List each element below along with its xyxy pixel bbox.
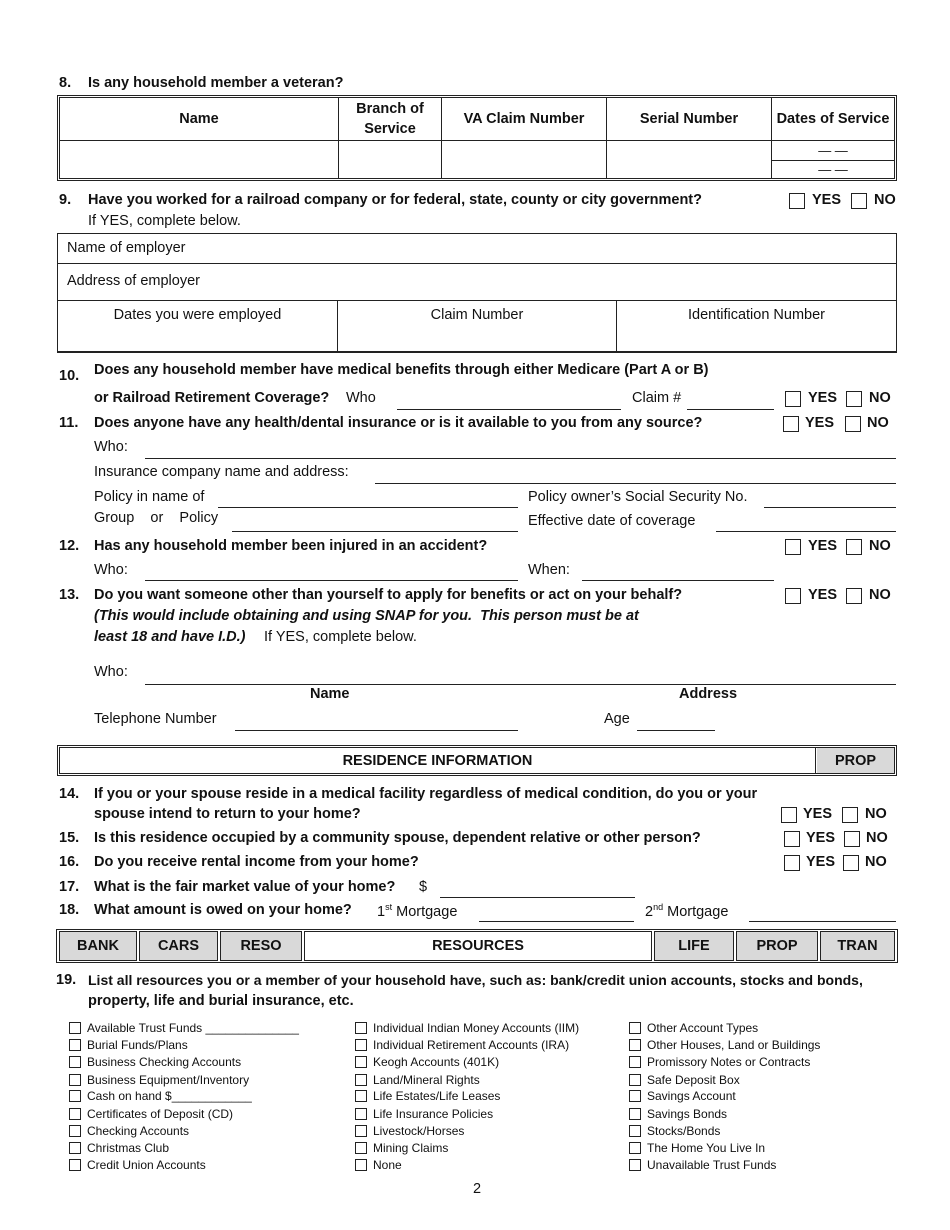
q10-number: 10. <box>59 368 80 384</box>
q16-yes-label: YES <box>806 854 836 870</box>
veteran-dates-row-1[interactable]: — — <box>772 141 894 161</box>
q10-who-field[interactable] <box>397 409 621 410</box>
q15-yes-label: YES <box>806 830 836 846</box>
q12-no-label: NO <box>869 538 891 554</box>
q11-number: 11. <box>59 415 79 431</box>
employer-address-label: Address of employer <box>67 273 200 289</box>
resource-checkbox[interactable] <box>69 1108 81 1120</box>
q11-who-label: Who: <box>94 439 128 455</box>
residence-title: RESIDENCE INFORMATION <box>60 748 816 773</box>
resource-label: Credit Union Accounts <box>87 1158 206 1172</box>
q13-no-label: NO <box>869 587 891 603</box>
q13-phone-field[interactable] <box>235 730 518 731</box>
q15-yes-checkbox[interactable] <box>784 831 800 847</box>
q10-yes-label: YES <box>808 390 838 406</box>
resource-label: The Home You Live In <box>647 1141 766 1155</box>
q15-question: Is this residence occupied by a community spouse, dependent relative or other person? <box>94 830 701 846</box>
veteran-table <box>57 95 897 181</box>
resource-checkbox[interactable] <box>355 1108 367 1120</box>
q11-no-label: NO <box>867 415 889 431</box>
q17-question: What is the fair market value of your home? <box>94 879 396 895</box>
resource-label: Other Account Types <box>647 1021 759 1035</box>
resource-checkbox[interactable] <box>629 1074 641 1086</box>
tab-bank[interactable]: BANK <box>59 931 137 961</box>
q14-yes-checkbox[interactable] <box>781 807 797 823</box>
q13-italic-line1: (This would include obtaining and using SNAP for you. This person must be at <box>94 608 639 624</box>
veteran-claim-cell[interactable] <box>442 141 607 180</box>
q12-question: Has any household member been injured in an accident? <box>94 538 488 554</box>
residence-header <box>57 745 897 776</box>
resource-checkbox[interactable] <box>69 1022 81 1034</box>
q13-subtext: If YES, complete below. <box>264 629 417 645</box>
q10-yes-checkbox[interactable] <box>785 391 801 407</box>
q13-phone-label: Telephone Number <box>94 711 217 727</box>
veteran-header-name: Name <box>60 98 339 141</box>
resource-checkbox[interactable] <box>69 1039 81 1051</box>
resource-label: Safe Deposit Box <box>647 1073 740 1087</box>
veteran-dates-cell[interactable] <box>772 141 895 180</box>
resource-checkbox[interactable] <box>69 1074 81 1086</box>
q18-first-mortgage-label: 1st Mortgage <box>377 902 458 920</box>
q16-yes-checkbox[interactable] <box>784 855 800 871</box>
q11-who-field[interactable] <box>145 458 896 459</box>
q9-yes-checkbox[interactable] <box>789 193 805 209</box>
resource-label: Savings Bonds <box>647 1107 728 1121</box>
veteran-header-claim: VA Claim Number <box>442 98 607 141</box>
q12-yes-label: YES <box>808 538 838 554</box>
resource-label: None <box>373 1158 402 1172</box>
q11-group-label: Group or Policy <box>94 510 219 526</box>
q11-question: Does anyone have any health/dental insurance or is it available to you from any source? <box>94 415 703 431</box>
veteran-dates-row-2[interactable]: — — <box>818 162 848 177</box>
q8-number: 8. <box>59 75 72 91</box>
resource-label: Other Houses, Land or Buildings <box>647 1038 821 1052</box>
veteran-header-dates: Dates of Service <box>772 98 895 141</box>
tab-reso[interactable]: RESO <box>220 931 302 961</box>
tab-cars[interactable]: CARS <box>139 931 218 961</box>
q9-no-label: NO <box>874 192 896 208</box>
q15-no-checkbox[interactable] <box>844 831 860 847</box>
q8-question: Is any household member a veteran? <box>88 75 344 91</box>
q14-question-line1: If you or your spouse reside in a medical facility regardless of medical condition, do you or your <box>94 786 758 802</box>
resource-label: Life Estates/Life Leases <box>373 1089 501 1103</box>
resource-checkbox[interactable] <box>355 1022 367 1034</box>
resource-label: Promissory Notes or Contracts <box>647 1055 811 1069</box>
resource-checkbox[interactable] <box>69 1090 81 1102</box>
resource-checkbox[interactable] <box>629 1142 641 1154</box>
q12-who-label: Who: <box>94 562 128 578</box>
q16-number: 16. <box>59 854 80 870</box>
q13-who-label: Who: <box>94 664 128 680</box>
resource-checkbox[interactable] <box>69 1125 81 1137</box>
employer-name-row[interactable] <box>58 234 896 264</box>
q14-yes-label: YES <box>803 806 833 822</box>
q12-number: 12. <box>59 538 80 554</box>
resource-checkbox[interactable] <box>69 1159 81 1171</box>
q16-no-label: NO <box>865 854 887 870</box>
q19-question-line1: List all resources you or a member of your household have, such as: bank/credit union accounts, stocks and bonds, <box>88 972 863 988</box>
q10-claim-field[interactable] <box>687 409 774 410</box>
q11-no-checkbox[interactable] <box>845 416 861 432</box>
employer-box <box>57 233 897 353</box>
resource-label: Livestock/Horses <box>373 1124 465 1138</box>
veteran-header-branch: Branch of Service <box>339 98 442 141</box>
q10-no-label: NO <box>869 390 891 406</box>
q12-no-checkbox[interactable] <box>846 539 862 555</box>
q15-no-label: NO <box>866 830 888 846</box>
resource-checkbox[interactable] <box>355 1159 367 1171</box>
tab-tran[interactable]: TRAN <box>820 931 895 961</box>
q13-name-caption: Name <box>310 686 350 702</box>
q12-when-field[interactable] <box>582 580 774 581</box>
q11-effective-field[interactable] <box>716 531 896 532</box>
veteran-header-serial: Serial Number <box>607 98 772 141</box>
q17-number: 17. <box>59 879 80 895</box>
tab-prop[interactable]: PROP <box>736 931 818 961</box>
q9-number: 9. <box>59 192 72 208</box>
q13-who-field[interactable] <box>145 684 896 685</box>
q11-policy-name-field[interactable] <box>218 507 518 508</box>
tab-life[interactable]: LIFE <box>654 931 734 961</box>
resource-checkbox[interactable] <box>629 1090 641 1102</box>
q13-yes-checkbox[interactable] <box>785 588 801 604</box>
resource-label: Cash on hand $____________ <box>87 1089 252 1103</box>
resource-checkbox[interactable] <box>355 1125 367 1137</box>
q16-question: Do you receive rental income from your home? <box>94 854 419 870</box>
dates-employed-cell[interactable] <box>58 301 338 351</box>
resource-label: Savings Account <box>647 1089 736 1103</box>
q13-number: 13. <box>59 587 80 603</box>
resource-label: Burial Funds/Plans <box>87 1038 188 1052</box>
resource-checkbox[interactable] <box>69 1142 81 1154</box>
resource-checkbox[interactable] <box>69 1056 81 1068</box>
q10-claim-label: Claim # <box>632 390 682 406</box>
q18-number: 18. <box>59 902 80 918</box>
q12-yes-checkbox[interactable] <box>785 539 801 555</box>
resource-label: Christmas Club <box>87 1141 170 1155</box>
identification-number-label: Identification Number <box>687 307 825 323</box>
resource-checkbox[interactable] <box>355 1090 367 1102</box>
resource-label: Land/Mineral Rights <box>373 1073 480 1087</box>
resource-checkbox[interactable] <box>629 1125 641 1137</box>
veteran-branch-cell[interactable] <box>339 141 442 180</box>
q10-question-line2: or Railroad Retirement Coverage? <box>94 390 330 406</box>
dates-employed-label: Dates you were employed <box>113 307 282 323</box>
resource-checkbox[interactable] <box>355 1039 367 1051</box>
q14-no-label: NO <box>865 806 887 822</box>
q18-question: What amount is owed on your home? <box>94 902 352 918</box>
q11-effective-label: Effective date of coverage <box>528 513 696 529</box>
q13-age-label: Age <box>604 711 630 727</box>
q14-no-checkbox[interactable] <box>842 807 858 823</box>
q11-yes-label: YES <box>805 415 835 431</box>
residence-prop-tab[interactable]: PROP <box>817 748 894 773</box>
veteran-name-cell[interactable] <box>60 141 339 180</box>
resource-checkbox[interactable] <box>355 1056 367 1068</box>
q9-yes-label: YES <box>812 192 842 208</box>
q10-question-line1: Does any household member have medical benefits through either Medicare (Part A or B) <box>94 362 709 378</box>
q10-no-checkbox[interactable] <box>846 391 862 407</box>
resource-label: Stocks/Bonds <box>647 1124 721 1138</box>
resources-title: RESOURCES <box>304 931 652 961</box>
resource-checkbox[interactable] <box>629 1108 641 1120</box>
q11-yes-checkbox[interactable] <box>783 416 799 432</box>
q11-group-field[interactable] <box>232 531 518 532</box>
q19-number: 19. <box>56 972 77 988</box>
q13-no-checkbox[interactable] <box>846 588 862 604</box>
q19-question-line2: property, life and burial insurance, etc. <box>88 993 354 1009</box>
q11-policy-ssn-field[interactable] <box>764 507 896 508</box>
resource-label: Checking Accounts <box>87 1124 190 1138</box>
resource-checkbox[interactable] <box>629 1022 641 1034</box>
q12-who-field[interactable] <box>145 580 518 581</box>
q18-first-mortgage-field[interactable] <box>479 921 634 922</box>
q13-address-caption: Address <box>679 686 738 702</box>
q17-dollar: $ <box>419 879 428 895</box>
resource-label: Business Equipment/Inventory <box>87 1073 250 1087</box>
employer-name-label: Name of employer <box>67 240 186 256</box>
resource-label: Individual Indian Money Accounts (IIM) <box>373 1021 580 1035</box>
q13-question: Do you want someone other than yourself to apply for benefits or act on your behalf? <box>94 587 683 603</box>
q11-insurance-label: Insurance company name and address: <box>94 464 349 480</box>
q17-value-field[interactable] <box>440 897 635 898</box>
q9-question: Have you worked for a railroad company or for federal, state, county or city government? <box>88 192 702 208</box>
resource-label: Available Trust Funds ______________ <box>87 1021 299 1035</box>
q18-second-mortgage-field[interactable] <box>749 921 896 922</box>
resource-label: Mining Claims <box>373 1141 449 1155</box>
q9-no-checkbox[interactable] <box>851 193 867 209</box>
q12-when-label: When: <box>528 562 570 578</box>
q18-second-mortgage-label: 2nd Mortgage <box>645 902 729 920</box>
q10-who-label: Who <box>346 390 376 406</box>
page-number: 2 <box>473 1181 482 1197</box>
q13-age-field[interactable] <box>637 730 715 731</box>
q14-question-line2: spouse intend to return to your home? <box>94 806 361 822</box>
resource-label: Unavailable Trust Funds <box>647 1158 777 1172</box>
q11-insurance-field[interactable] <box>375 483 896 484</box>
resource-checkbox[interactable] <box>355 1074 367 1086</box>
resource-label: Business Checking Accounts <box>87 1055 242 1069</box>
claim-number-label: Claim Number <box>430 307 524 323</box>
resource-label: Individual Retirement Accounts (IRA) <box>373 1038 570 1052</box>
q15-number: 15. <box>59 830 80 846</box>
resource-label: Life Insurance Policies <box>373 1107 494 1121</box>
q14-number: 14. <box>59 786 80 802</box>
q13-italic-line2: least 18 and have I.D.) <box>94 629 246 645</box>
q11-policy-ssn-label: Policy owner’s Social Security No. <box>528 489 748 505</box>
resource-checkbox[interactable] <box>355 1142 367 1154</box>
q16-no-checkbox[interactable] <box>843 855 859 871</box>
q9-subtext: If YES, complete below. <box>88 213 241 229</box>
resource-checkbox[interactable] <box>629 1056 641 1068</box>
identification-number-cell[interactable] <box>617 301 896 351</box>
q13-yes-label: YES <box>808 587 838 603</box>
employer-address-row[interactable] <box>58 264 896 301</box>
resource-checkbox[interactable] <box>629 1159 641 1171</box>
veteran-table-grid <box>60 98 894 179</box>
resource-label: Certificates of Deposit (CD) <box>87 1107 234 1121</box>
resource-checkbox[interactable] <box>629 1039 641 1051</box>
claim-number-cell[interactable] <box>338 301 617 351</box>
q11-policy-name-label: Policy in name of <box>94 489 205 505</box>
resource-label: Keogh Accounts (401K) <box>373 1055 500 1069</box>
veteran-serial-cell[interactable] <box>607 141 772 180</box>
